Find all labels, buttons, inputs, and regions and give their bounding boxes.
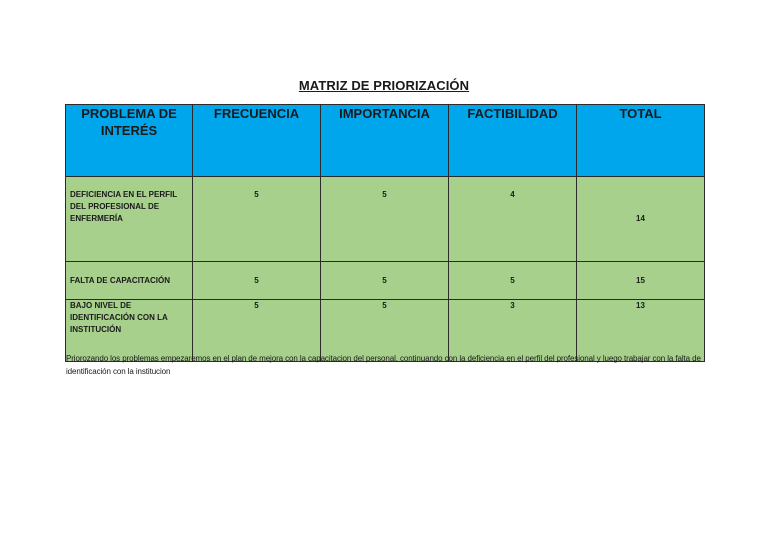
cell-importancia: 5: [321, 300, 449, 362]
cell-factibilidad: 4: [449, 177, 577, 262]
header-total: TOTAL: [577, 105, 705, 177]
table-row: [66, 262, 705, 300]
cell-importancia: 5: [321, 262, 449, 300]
prioritization-note: Priorozando los problemas empezaremos en el plan de mejora con la capacitacion del personal, continuando con la deficiencia en el perfil del profesional y luego trabajar con la falta de identificación con la institucion: [66, 354, 701, 376]
header-factibilidad: FACTIBILIDAD: [449, 105, 577, 177]
header-importancia: IMPORTANCIA: [321, 105, 449, 177]
cell-total: 13: [577, 300, 705, 362]
header-frecuencia: FRECUENCIA: [193, 105, 321, 177]
cell-frecuencia: 5: [193, 262, 321, 300]
cell-total: 14: [577, 177, 705, 262]
table-row: [66, 177, 705, 262]
cell-importancia: 5: [321, 177, 449, 262]
cell-problem: DEFICIENCIA EN EL PERFIL DEL PROFESIONAL DE ENFERMERÍA: [66, 177, 193, 262]
cell-factibilidad: 5: [449, 262, 577, 300]
cell-problem: FALTA DE CAPACITACIÓN: [66, 262, 193, 300]
cell-frecuencia: 5: [193, 300, 321, 362]
header-problema: PROBLEMA DE INTERÉS: [66, 105, 193, 177]
table-header-row: [66, 105, 705, 177]
cell-total: 15: [577, 262, 705, 300]
page-title: MATRIZ DE PRIORIZACIÓN: [298, 78, 470, 93]
prioritization-matrix-table: [65, 104, 705, 362]
cell-problem: BAJO NIVEL DE IDENTIFICACIÓN CON LA INSTITUCIÓN: [66, 300, 193, 362]
cell-frecuencia: 5: [193, 177, 321, 262]
cell-factibilidad: 3: [449, 300, 577, 362]
